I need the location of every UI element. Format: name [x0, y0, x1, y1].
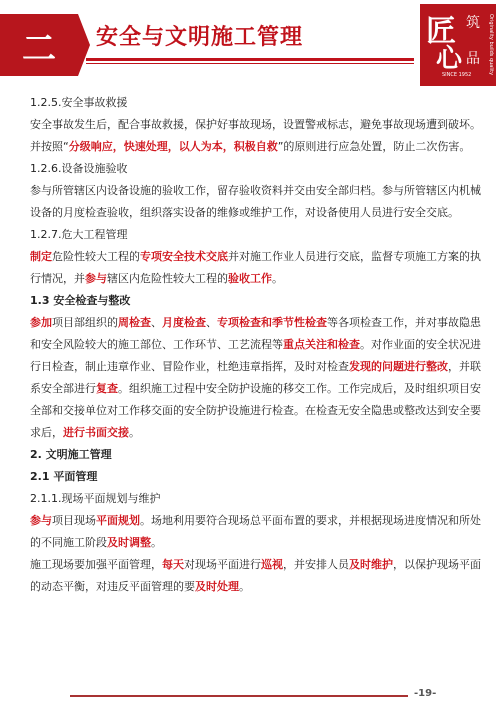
paragraph: 并按照“分级响应，快速处理，以人为本，积极自救”的原则进行应急处置，防止二次伤害。 [30, 140, 471, 153]
brand-logo [420, 4, 496, 86]
section-heading: 1.2.6.设备设施验收 [30, 162, 128, 175]
section-heading: 1.3 安全检查与整改 [30, 294, 131, 307]
section-heading: 2. 文明施工管理 [30, 448, 112, 461]
badge-arrow [78, 14, 90, 76]
title-underline-thin [86, 63, 414, 64]
paragraph: 安全事故发生后，配合事故救援，保护好事故现场，设置警戒标志，避免事故现场遭到破坏。 [30, 118, 481, 131]
document-body [30, 92, 482, 598]
logo-slogan: Originality builds quality [488, 14, 494, 76]
logo-char: 品 [466, 51, 480, 67]
section-heading: 1.2.7.危大工程管理 [30, 228, 128, 241]
page-number: -19- [414, 688, 437, 699]
title-underline [86, 58, 414, 61]
page-header [0, 0, 500, 90]
logo-char: 心 [436, 44, 463, 74]
section-heading: 1.2.5.安全事故救援 [30, 96, 128, 109]
logo-char: 筑 [466, 15, 480, 31]
page-title: 安全与文明施工管理 [96, 25, 304, 50]
section-heading: 2.1.1.现场平面规划与维护 [30, 492, 161, 505]
page-footer [0, 688, 500, 702]
paragraph: 施工现场要加强平面管理，每天对现场平面进行巡视，并安排人员及时维护，以保护现场平面的动态平衡，对违反平面管理的要及时处理。 [30, 558, 481, 593]
footer-rule [70, 695, 408, 697]
paragraph: 参与所管辖区内设备设施的验收工作，留存验收资料并交由安全部归档。参与所管辖区内机械设备的月度检查验收，组织落实设备的维修或维护工作，对设备使用人员进行安全交底。 [30, 184, 481, 219]
logo-char: 匠 [426, 14, 456, 49]
logo-since: SINCE 1952 [442, 72, 472, 78]
section-heading: 2.1 平面管理 [30, 470, 98, 483]
paragraph: 制定危险性较大工程的专项安全技术交底并对施工作业人员进行交底，监督专项施工方案的执行情况，并参与辖区内危险性较大工程的验收工作。 [30, 250, 481, 285]
paragraph: 参与项目现场平面规划。场地利用要符合现场总平面布置的要求，并根据现场进度情况和所处的不同施工阶段及时调整。 [30, 514, 481, 549]
paragraph: 参加项目部组织的周检查、月度检查、专项检查和季节性检查等各项检查工作，并对事故隐患和安全风险较大的施工部位、工作环节、工艺流程等重点关注和检查。对作业面的安全状况进行日检查，制止违章作业、冒险作业，杜绝违章指挥，及时对检查发现的问题进行整改，并联系安全部进行复查。组织施工过程中安全防护设施的移交工作。工作完成后，及时组织项目安全部和交接单位对工作移交面的安全防护设施进行检查。在检查无安全隐患或整改达到安全要求后，进行书面交接。 [30, 316, 481, 439]
section-badge: 二 [0, 14, 78, 76]
